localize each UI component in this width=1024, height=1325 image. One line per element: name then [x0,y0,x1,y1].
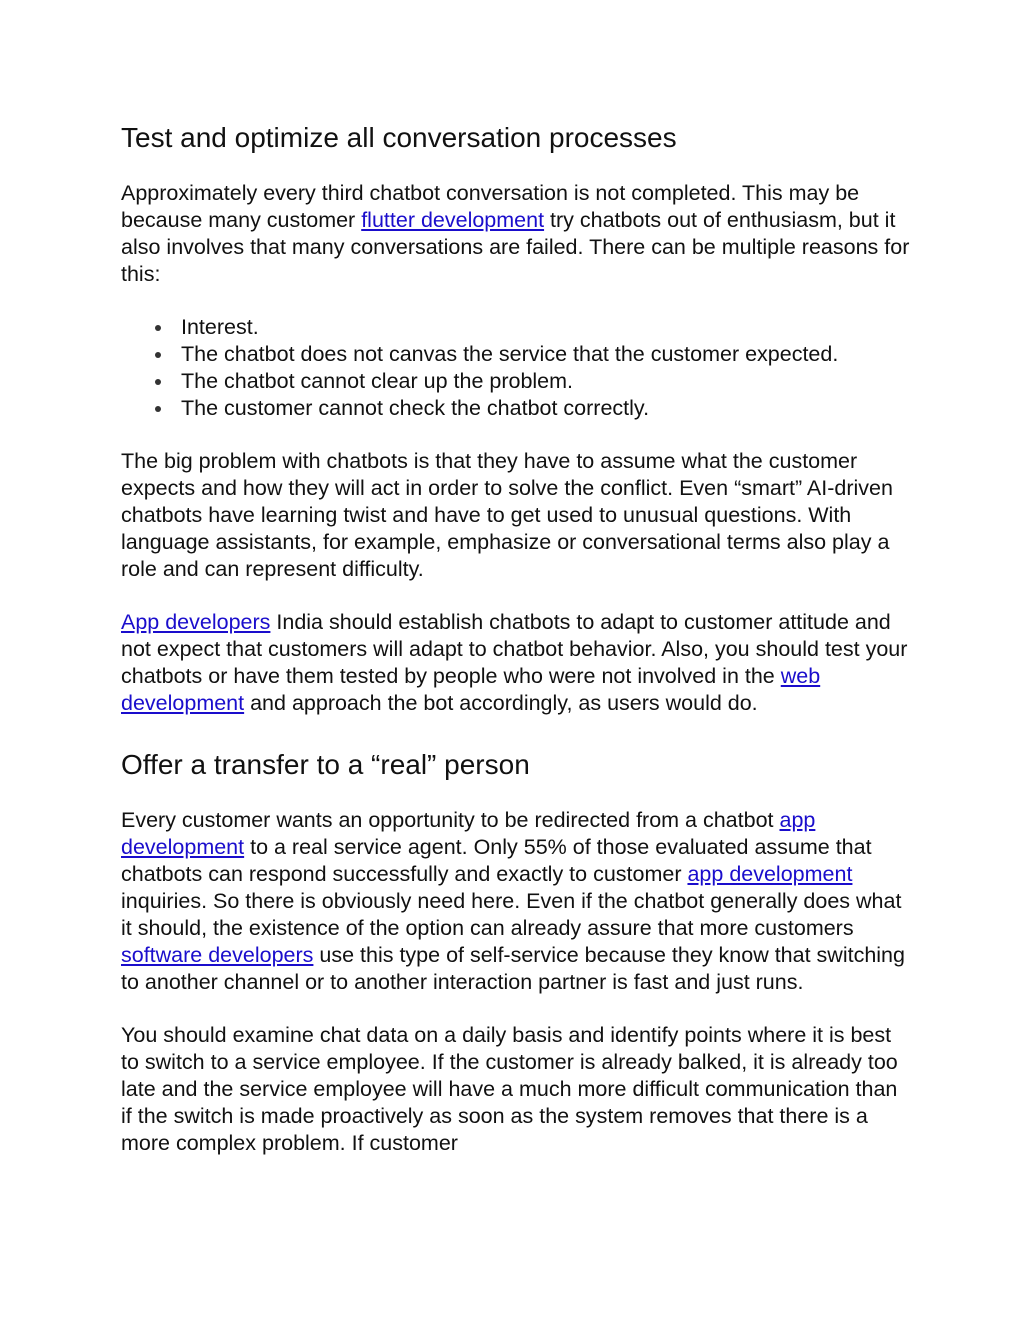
link-flutter-development[interactable]: flutter development [361,208,545,232]
reasons-list [121,314,911,422]
text-run: Approximately every third chatbot conversation is not completed. This may be because many customer [121,181,860,232]
text-run: India should establish chatbots to adapt to customer attitude and not expect that customers will adapt to chatbot behavior. Also, you should test your chatbots or have them tested by people who were not involved in the [121,610,908,688]
list-item [121,314,911,341]
list-item [121,341,911,368]
paragraph-intro [121,180,911,288]
text-run: use this type of self-service because they know that switching to another channel or to another interaction partner is fast and just runs. [121,943,905,994]
paragraph-big-problem: The big problem with chatbots is that they have to assume what the customer expects and how they will act in order to solve the conflict. Even “smart” AI-driven chatbots have learning twist and have to get used to unusual questions. With language assistants, for example, emphasize or conversational terms also play a role and can represent difficulty. [121,449,893,581]
section-heading-test-optimize: Test and optimize all conversation processes [121,122,677,153]
bullet-icon [155,352,161,358]
section-heading-transfer: Offer a transfer to a “real” person [121,749,530,780]
text-run: to a real service agent. Only 55% of those evaluated assume that chatbots can respond successfully and exactly to customer [121,835,872,886]
bullet-icon [155,379,161,385]
paragraph-examine-chat-data: You should examine chat data on a daily basis and identify points where it is best to switch to a service employee. If the customer is already balked, it is already too late and the service employee will have a much more difficult communication than if the switch is made proactively as soon as the system removes that there is a more complex problem. If customer [121,1023,898,1155]
list-item-text: Interest. [181,315,259,339]
text-run: and approach the bot accordingly, as users would do. [244,691,758,715]
link-app-development[interactable]: app development [121,808,816,859]
link-app-development[interactable]: app development [687,862,853,886]
link-web-development[interactable]: web development [121,664,821,715]
list-item-text: The customer cannot check the chatbot correctly. [181,396,650,420]
list-item [121,368,911,395]
bullet-icon [155,325,161,331]
list-item-text: The chatbot cannot clear up the problem. [181,369,574,393]
list-item [121,395,911,422]
paragraph-app-developers [121,609,911,717]
text-run: Every customer wants an opportunity to be redirected from a chatbot [121,808,780,832]
bullet-icon [155,406,161,412]
paragraph-every-customer [121,807,911,996]
link-software-developers[interactable]: software developers [121,943,314,967]
text-run: inquiries. So there is obviously need here. Even if the chatbot generally does what it should, the existence of the option can already assure that more customers [121,889,902,940]
document-page [121,118,911,1183]
link-app-developers[interactable]: App developers [121,610,271,634]
list-item-text: The chatbot does not canvas the service that the customer expected. [181,342,839,366]
text-run: try chatbots out of enthusiasm, but it also involves that many conversations are failed. There can be multiple reasons for this: [121,208,910,286]
